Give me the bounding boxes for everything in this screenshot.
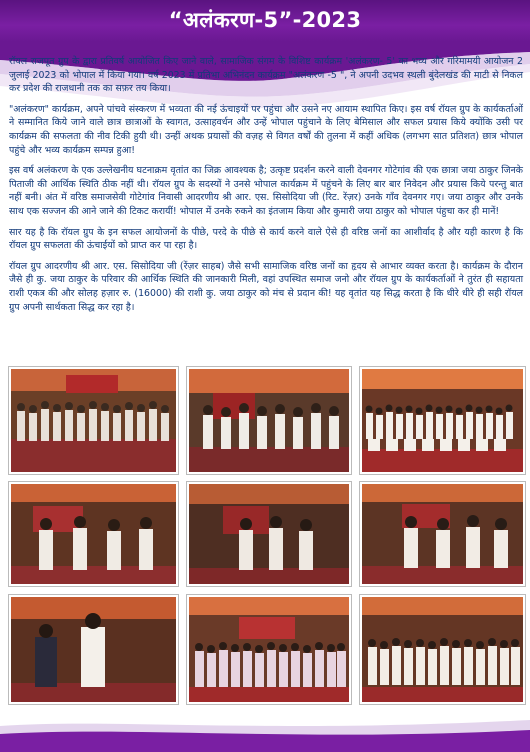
photo-7 <box>9 595 178 704</box>
photo-3 <box>360 367 525 474</box>
paragraph-intro: रॉयल राजपूत ग्रुप के द्वारा प्रतिवर्ष आयोजित किए जाने वाले, सामाजिक संगम के विशिष्ट कार्यक्रम 'अलंकरण- 5' का भव्य और गरिमामयी आयोजन 2 जुलाई 2023 को भोपाल में किया गया। वर्ष 2023 में प्रतिभा अभिनंदन कार्यक्रम "अलंकरण -5 ", ने अपनी उदभव स्थली बुंदेलखंड की माटी से निकल कर प्रदेश की राजधानी तक का सफ़र तय किया। <box>9 56 523 95</box>
paragraph-summary: सार यह है कि रॉयल ग्रुप के इन सफल आयोजनों के पीछे, परदे के पीछे से कार्य करने वाले ऐसे ही वरिष्ठ जनों का आशीर्वाद है और यही कारण है कि रॉयल ग्रुप सफलता की ऊंचाईयों को प्राप्त कर पा रहा है। <box>9 226 523 252</box>
photo-gallery <box>9 367 523 705</box>
footer-band <box>0 716 530 752</box>
paragraph-jaya-thakur: इस वर्ष अलंकरण के एक उल्लेखनीय घटनाक्रम वृतांत का जिक्र आवश्यक है; उत्कृष्ट प्रदर्शन करने वाली देवनगर गोटेगांव की एक छात्रा जया ठाकुर जिनके पिताजी की आर्थिक स्थिति ठीक नहीं थी। रॉयल ग्रुप के सदस्यों ने उनसे भोपाल कार्यक्रम में पहुंचने के लिए बार बार निवेदन और प्रयास किये परन्तु बात नहीं बनी। अंत में वरिष्ठ समाजसेवी गोटेगांव निवासी आदरणीय श्री आर. एस. सिसोदिया जी (रिट. रेंज़र) उनके गाँव देवनगर गए। जया ठाकुर और उनके साथ एक सज्जन की आने जाने की टिकट करायीं! भोपाल में उनके रुकने का इंतजाम किया और कुमारी जया ठाकुर को भोपाल पंहुचा कर ही मानें! <box>9 165 523 217</box>
article-body <box>9 55 523 321</box>
photo-2 <box>187 367 351 474</box>
paragraph-gratitude: रॉयल ग्रुप आदरणीय श्री आर. एस. सिसोदिया जी (रेंज़र साहब) जैसे सभी सामाजिक वरिष्ठ जनों का हृदय से आभार व्यक्त करता है। कार्यक्रम के दौरान जैसे ही कु. जया ठाकुर के परिवार की आर्थिक स्थिति की जानकारी मिली, वहां उपस्थित समाज जनो और रॉयल ग्रुप के कार्यकर्ताओं ने तुरंत ही सहायता राशी एकत्र की और सोलह हज़ार रु. (16000) की राशी कु. जया ठाकुर को मंच से प्रदान की! यह वृतांत यह सिद्ध करता है कि धीरे धीरे ही सही रॉयल ग्रुप अपनी सार्थकता सिद्ध कर रहा है। <box>9 260 523 313</box>
photo-6 <box>360 482 525 586</box>
page-title: “अलंकरण-5”-2023 <box>168 8 362 32</box>
paragraph-edition: "अलंकरण" कार्यक्रम, अपने पांचवे संस्करण में भव्यता की नई ऊंचाइयों पर पहुंचा और उसने नए आयाम स्थापित किए। इस वर्ष रॉयल ग्रुप के कार्यकर्ताओं ने सम्मानित किये जाने वाले छात्र छात्राओं के स्वागत, उत्साहवर्धन और उन्हें भोपाल पहुंचाने के लिए बेमिसाल और सफल प्रयास किये क्योंकि उसी पर कार्यक्रम की सफलता की नीव टिकी हुयी थी। उन्हीं अथक प्रयासों की वज़ह से विगत वर्षों की तुलना में कहीं अधिक (लगभग सात प्रतिशत) छात्र भोपाल पहुंचे और भव्य कार्यक्रम सम्पन्न हुआ! <box>9 103 523 156</box>
photo-9 <box>360 595 525 704</box>
photo-1 <box>9 367 178 474</box>
photo-8 <box>187 595 351 704</box>
photo-5 <box>187 482 351 586</box>
photo-4 <box>9 482 178 586</box>
